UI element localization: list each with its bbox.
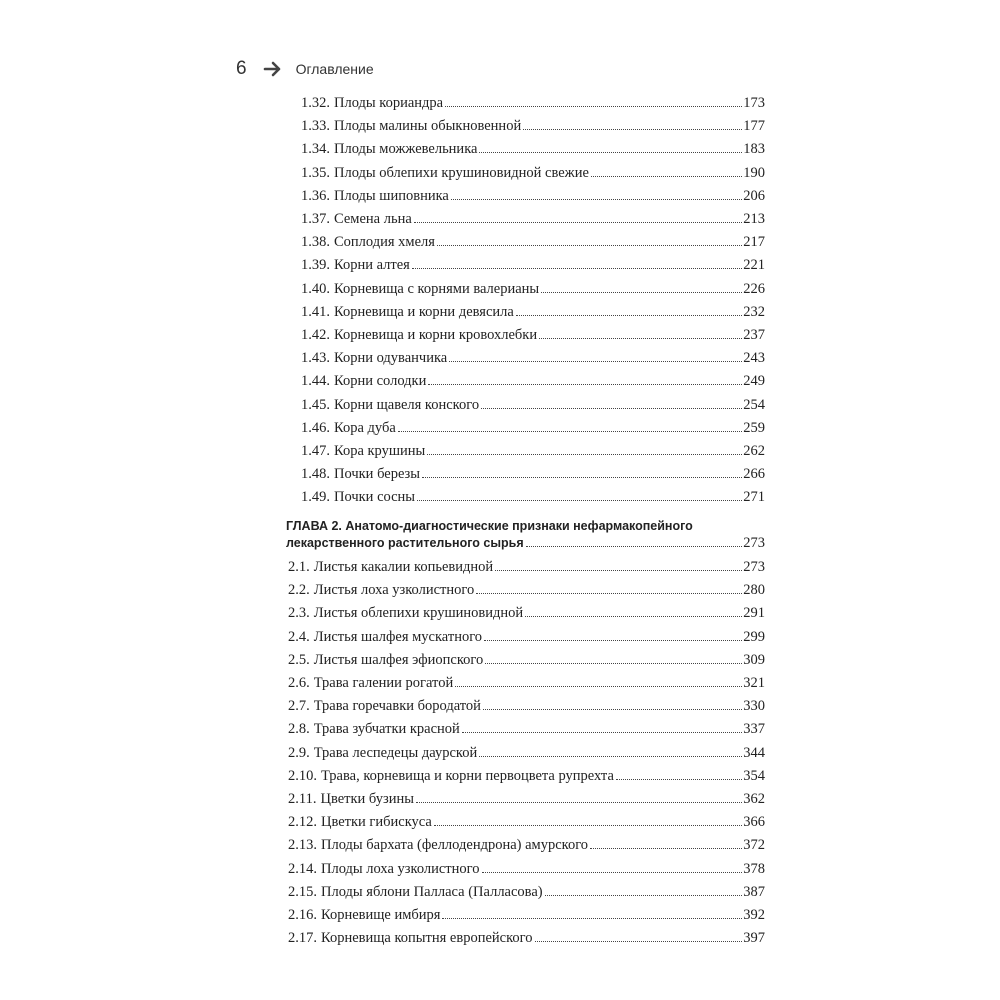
toc-entry [301, 113, 765, 135]
toc-entry-title: Трава галении рогатой [313, 675, 454, 691]
toc-entry-number: 1.48. [301, 466, 330, 483]
toc-entry-page: 330 [743, 698, 765, 715]
toc-entry-number: 2.10. [288, 767, 317, 784]
toc-entry [301, 322, 765, 344]
toc-entry-title: Листья шалфея мускатного [313, 628, 483, 645]
toc-entry-title: Плоды лоха узколистного [321, 860, 480, 877]
dot-leader [484, 640, 742, 641]
toc-entry [301, 252, 765, 274]
toc-entry-title: Кора крушины [334, 443, 426, 459]
dot-leader [462, 732, 742, 733]
dot-leader [545, 895, 743, 896]
dot-leader [526, 546, 743, 547]
toc-entry [301, 299, 765, 321]
toc-entry-title: Корни алтея [334, 257, 410, 274]
toc-entry [288, 925, 765, 947]
dot-leader [476, 593, 742, 594]
dot-leader [417, 500, 742, 501]
toc-entry [288, 624, 765, 646]
toc-entry-number: 2.5. [288, 651, 310, 668]
toc-entry-title: Корневища копытня европейского [321, 930, 533, 947]
toc-entry-title: Трава, корневища и корни первоцвета рупрехта [321, 767, 614, 784]
toc-entry [288, 716, 765, 738]
toc-entry-title: Цветки бузины [320, 791, 414, 807]
toc-entry-page: 344 [743, 744, 765, 761]
dot-leader [523, 129, 742, 130]
toc-entry-number: 2.15. [288, 883, 317, 900]
toc-entry-page: 254 [743, 396, 765, 413]
toc-entry-number: 2.1. [288, 559, 310, 575]
toc-entry [288, 693, 765, 715]
dot-leader [535, 941, 743, 942]
toc-entry-page: 387 [743, 883, 765, 900]
toc-entry [288, 740, 765, 762]
toc-entry-title: Плоды облепихи крушиновидной свежие [334, 164, 589, 181]
toc-entry-number: 2.4. [288, 628, 310, 645]
dot-leader [590, 848, 742, 849]
toc-entry [301, 183, 765, 205]
toc-entry [288, 577, 765, 599]
toc-entry-page: 291 [743, 605, 765, 622]
toc-entry-number: 1.33. [301, 118, 330, 135]
toc-entry-title: Корневище имбиря [321, 907, 441, 923]
chapter-page-number: 273 [743, 535, 765, 551]
toc-entry [301, 160, 765, 182]
toc-entry [301, 90, 765, 112]
toc-entry-title: Цветки гибискуса [321, 814, 432, 831]
toc-entry-page: 177 [743, 118, 765, 135]
toc-entry-number: 2.17. [288, 930, 317, 947]
dot-leader [416, 802, 742, 803]
toc-entry-number: 1.37. [301, 211, 330, 227]
toc-entry-page: 366 [743, 814, 765, 831]
toc-entry-number: 2.11. [288, 791, 317, 807]
toc-entry-page: 226 [743, 280, 765, 297]
toc-entry-page: 213 [743, 211, 765, 227]
dot-leader [616, 779, 742, 780]
dot-leader [539, 338, 742, 339]
toc-entry-title: Листья шалфея эфиопского [313, 651, 484, 668]
toc-entry-title: Плоды шиповника [334, 187, 449, 204]
toc-entry-number: 1.42. [301, 327, 330, 343]
toc-entry [301, 206, 765, 228]
toc-entry-number: 2.16. [288, 907, 317, 923]
toc-entry-page: 262 [743, 443, 765, 459]
toc-entry-page: 237 [743, 327, 765, 343]
toc-entry-title: Корневища и корни кровохлебки [334, 327, 538, 343]
toc-entry-title: Трава леспедецы даурской [313, 744, 478, 761]
dot-leader [428, 384, 742, 385]
toc-entry-title: Плоды яблони Палласа (Палласова) [321, 883, 543, 900]
toc-entry-number: 1.44. [301, 373, 330, 390]
dot-leader [479, 152, 742, 153]
toc-entry-title: Семена льна [334, 211, 412, 227]
dot-leader [483, 709, 742, 710]
dot-leader [412, 268, 742, 269]
toc-entry-number: 1.49. [301, 489, 330, 506]
dot-leader [427, 454, 742, 455]
toc-entry-number: 1.35. [301, 164, 330, 181]
dot-leader [422, 477, 742, 478]
dot-leader [479, 756, 742, 757]
toc-entry [288, 809, 765, 831]
toc-entry-page: 266 [743, 466, 765, 483]
dot-leader [591, 176, 742, 177]
dot-leader [445, 106, 742, 107]
toc-entry-page: 217 [743, 234, 765, 251]
toc-entry [301, 461, 765, 483]
toc-entry [301, 368, 765, 390]
toc-entry-number: 2.13. [288, 837, 317, 854]
toc-entry-number: 1.38. [301, 234, 330, 251]
dot-leader [516, 315, 742, 316]
toc-entry-page: 378 [743, 860, 765, 877]
toc-entry-title: Кора дуба [334, 419, 396, 436]
dot-leader [495, 570, 742, 571]
toc-entry [288, 856, 765, 878]
dot-leader [525, 616, 742, 617]
section-title: Оглавление [295, 61, 374, 77]
toc-entry-page: 221 [743, 257, 765, 274]
dot-leader [541, 292, 742, 293]
dot-leader [482, 872, 743, 873]
toc-entry-page: 232 [743, 303, 765, 320]
toc-entry [288, 600, 765, 622]
toc-entry-page: 249 [743, 373, 765, 390]
dot-leader [398, 431, 742, 432]
page-number: 6 [236, 58, 247, 79]
dot-leader [481, 408, 742, 409]
toc-entry-number: 1.43. [301, 350, 330, 367]
toc-entry-title: Трава горечавки бородатой [313, 698, 481, 715]
toc-entry-number: 2.7. [288, 698, 310, 715]
toc-entry-title: Почки березы [334, 466, 421, 483]
toc-entry-page: 309 [743, 651, 765, 668]
toc-entry-number: 1.40. [301, 280, 330, 297]
toc-entry-number: 1.41. [301, 303, 330, 320]
toc-entry [288, 670, 765, 692]
dot-leader [434, 825, 742, 826]
toc-entry-number: 2.2. [288, 582, 310, 599]
toc-entry-title: Листья какалии копьевидной [313, 559, 494, 575]
toc-entry-page: 362 [743, 791, 765, 807]
toc-entry-page: 354 [743, 767, 765, 784]
toc-entry-number: 2.3. [288, 605, 310, 622]
toc-entry [288, 554, 765, 576]
toc-entry-page: 206 [743, 187, 765, 204]
toc-entry-number: 1.47. [301, 443, 330, 459]
toc-entry-page: 243 [743, 350, 765, 367]
dot-leader [414, 222, 742, 223]
toc-entry-number: 1.34. [301, 141, 330, 158]
toc-entry-title: Плоды малины обыкновенной [334, 118, 522, 135]
toc-entry [301, 484, 765, 506]
toc-entry-number: 1.45. [301, 396, 330, 413]
toc-entry-title: Соплодия хмеля [334, 234, 435, 251]
toc-entry-number: 2.12. [288, 814, 317, 831]
toc-entry [288, 832, 765, 854]
toc-entry-page: 397 [743, 930, 765, 947]
toc-entry [288, 763, 765, 785]
toc-entry-page: 273 [743, 559, 765, 575]
toc-entry-page: 372 [743, 837, 765, 854]
toc-entry-title: Плоды можжевельника [334, 141, 478, 158]
toc-entry [301, 438, 765, 460]
toc-entry-title: Корневища с корнями валерианы [334, 280, 540, 297]
toc-entry-page: 299 [743, 628, 765, 645]
toc-entry-title: Трава зубчатки красной [313, 721, 460, 738]
toc-entry [288, 786, 765, 808]
toc-entry-page: 280 [743, 582, 765, 599]
dot-leader [449, 361, 742, 362]
toc-entry-page: 271 [743, 489, 765, 506]
toc-entry-title: Корневища и корни девясила [334, 303, 514, 320]
toc-entry-page: 392 [743, 907, 765, 923]
toc-entry [288, 647, 765, 669]
toc-entry [301, 276, 765, 298]
dot-leader [442, 918, 742, 919]
dot-leader [451, 199, 742, 200]
toc-entry [288, 879, 765, 901]
toc-entry [301, 392, 765, 414]
toc-entry-title: Корни щавеля конского [334, 396, 480, 413]
toc-entry [301, 229, 765, 251]
chapter-title-line-2: лекарственного растительного сырья [286, 536, 524, 550]
toc-entry-number: 2.8. [288, 721, 310, 738]
toc-entry-page: 173 [743, 95, 765, 111]
toc-entry-number: 1.46. [301, 419, 330, 436]
toc-entry-page: 183 [743, 141, 765, 158]
toc-entry-number: 2.6. [288, 675, 310, 691]
toc-entry [301, 136, 765, 158]
toc-entry [301, 345, 765, 367]
toc-entry-number: 1.39. [301, 257, 330, 274]
toc-entry-page: 259 [743, 419, 765, 436]
toc-entry-page: 190 [743, 164, 765, 181]
toc-entry-page: 337 [743, 721, 765, 738]
toc-entry-title: Листья облепихи крушиновидной [313, 605, 524, 622]
toc-entry-title: Корни солодки [334, 373, 427, 390]
toc-entry-title: Листья лоха узколистного [313, 582, 475, 599]
toc-entry-number: 2.9. [288, 744, 310, 761]
toc-entry-number: 1.32. [301, 95, 330, 111]
dot-leader [437, 245, 742, 246]
toc-entry-title: Корни одуванчика [334, 350, 448, 367]
dot-leader [455, 686, 742, 687]
toc-entry [288, 902, 765, 924]
toc-entry-title: Почки сосны [334, 489, 416, 506]
toc-entry-title: Плоды кориандра [334, 95, 444, 111]
toc-entry [301, 415, 765, 437]
toc-entry-page: 321 [743, 675, 765, 691]
toc-entry-number: 2.14. [288, 860, 317, 877]
chapter-heading [286, 518, 765, 552]
chapter-title-line-1: ГЛАВА 2. Анатомо-диагностические признаки нефармакопейного [286, 519, 693, 533]
dot-leader [485, 663, 742, 664]
chapter-title-line-2-row [286, 535, 765, 552]
toc-entry-title: Плоды бархата (феллодендрона) амурского [321, 837, 589, 854]
toc-entry-number: 1.36. [301, 187, 330, 204]
